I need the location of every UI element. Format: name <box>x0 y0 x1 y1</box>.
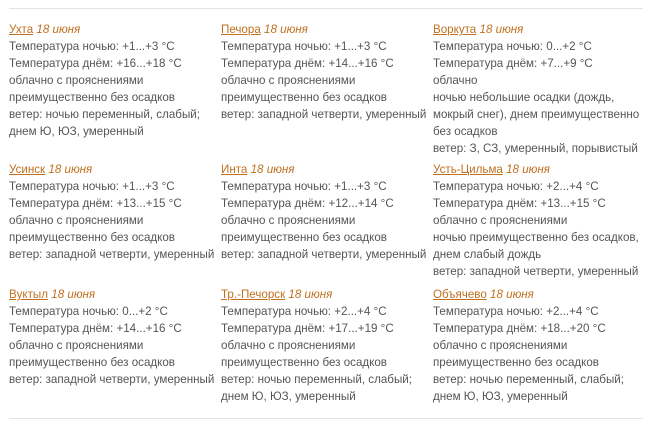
bottom-divider <box>9 418 643 419</box>
forecast-line: Температура ночью: +1...+3 °C <box>221 180 387 193</box>
forecast-card-0 <box>9 21 214 140</box>
forecast-line: без осадков <box>433 125 498 138</box>
forecast-line: Температура ночью: +1...+3 °C <box>221 40 387 53</box>
forecast-line: преимущественно без осадков <box>9 356 175 369</box>
forecast-line: облачно с прояснениями <box>9 339 144 352</box>
forecast-line: преимущественно без осадков <box>221 231 387 244</box>
city-link[interactable]: Воркута <box>433 23 477 36</box>
forecast-line: Температура ночью: +1...+3 °C <box>9 180 175 193</box>
forecast-line: днем Ю, ЮЗ, умеренный <box>433 390 568 403</box>
forecast-line: днем слабый дождь <box>433 248 542 261</box>
forecast-line: преимущественно без осадков <box>433 356 599 369</box>
forecast-line: ветер: ночью переменный, слабый; <box>221 373 412 386</box>
forecast-line: преимущественно без осадков <box>9 91 175 104</box>
forecast-line: облачно с прояснениями <box>221 74 356 87</box>
forecast-date: 18 июня <box>36 23 81 36</box>
forecast-line: мокрый снег), днем преимущественно <box>433 108 640 121</box>
city-link[interactable]: Ухта <box>9 23 34 36</box>
forecast-line: Температура днём: +13...+15 °C <box>9 197 182 210</box>
city-link[interactable]: Объячево <box>433 288 487 301</box>
forecast-line: ветер: западной четверти, умеренный <box>9 373 215 386</box>
forecast-line: облачно с прояснениями <box>433 214 568 227</box>
forecast-line: ветер: ночью переменный, слабый; <box>433 373 624 386</box>
forecast-line: ветер: западной четверти, умеренный <box>221 108 427 121</box>
forecast-card-6 <box>9 286 214 388</box>
city-link[interactable]: Печора <box>221 23 261 36</box>
forecast-date: 18 июня <box>479 23 524 36</box>
city-link[interactable]: Усинск <box>9 163 46 176</box>
forecast-line: Температура днём: +16...+18 °C <box>9 57 182 70</box>
forecast-card-1 <box>221 21 426 123</box>
forecast-line: облачно с прояснениями <box>221 214 356 227</box>
forecast-card-8 <box>433 286 638 405</box>
forecast-line: облачно с прояснениями <box>9 214 144 227</box>
forecast-line: облачно с прояснениями <box>221 339 356 352</box>
forecast-line: Температура днём: +12...+14 °C <box>221 197 394 210</box>
forecast-line: Температура днём: +18...+20 °C <box>433 322 606 335</box>
forecast-date: 18 июня <box>264 23 308 36</box>
forecast-date: 18 июня <box>250 163 295 176</box>
forecast-line: облачно с прояснениями <box>433 339 568 352</box>
city-link[interactable]: Инта <box>221 163 248 176</box>
forecast-line: преимущественно без осадков <box>221 91 387 104</box>
forecast-line: Температура днём: +13...+15 °C <box>433 197 606 210</box>
forecast-line: ветер: западной четверти, умеренный <box>9 248 215 261</box>
forecast-date: 18 июня <box>506 163 550 176</box>
forecast-line: ветер: западной четверти, умеренный <box>433 265 639 278</box>
city-link[interactable]: Тр.-Печорск <box>221 288 286 301</box>
forecast-line: Температура ночью: +1...+3 °C <box>9 40 175 53</box>
forecast-line: Температура днём: +7...+9 °C <box>433 57 593 70</box>
forecast-line: ночью небольшие осадки (дождь, <box>433 91 615 104</box>
forecast-card-4 <box>221 161 426 263</box>
forecast-line: Температура днём: +14...+16 °C <box>9 322 182 335</box>
forecast-card-5 <box>433 161 638 280</box>
city-link[interactable]: Вуктыл <box>9 288 49 301</box>
forecast-line: Температура ночью: 0...+2 °C <box>433 40 592 53</box>
forecast-line: Температура ночью: +2...+4 °C <box>433 305 599 318</box>
forecast-line: Температура ночью: +2...+4 °C <box>221 305 387 318</box>
forecast-line: ветер: западной четверти, умеренный <box>221 248 427 261</box>
city-link[interactable]: Усть-Цильма <box>433 163 503 176</box>
forecast-line: днем Ю, ЮЗ, умеренный <box>221 390 356 403</box>
forecast-line: преимущественно без осадков <box>221 356 387 369</box>
forecast-line: ветер: З, СЗ, умеренный, порывистый <box>433 142 638 155</box>
forecast-card-2 <box>433 21 638 157</box>
forecast-date: 18 июня <box>490 288 534 301</box>
forecast-date: 18 июня <box>288 288 333 301</box>
forecast-date: 18 июня <box>48 163 93 176</box>
forecast-line: преимущественно без осадков <box>9 231 175 244</box>
forecast-card-7 <box>221 286 426 405</box>
forecast-line: ветер: ночью переменный, слабый; <box>9 108 200 121</box>
forecast-line: днем Ю, ЮЗ, умеренный <box>9 125 144 138</box>
forecast-card-3 <box>9 161 214 263</box>
forecast-line: ночью преимущественно без осадков, <box>433 231 639 244</box>
forecast-line: Температура днём: +14...+16 °C <box>221 57 394 70</box>
forecast-line: Температура днём: +17...+19 °C <box>221 322 394 335</box>
top-divider <box>9 8 643 9</box>
forecast-line: Температура ночью: 0...+2 °C <box>9 305 168 318</box>
forecast-line: Температура ночью: +2...+4 °C <box>433 180 599 193</box>
forecast-date: 18 июня <box>51 288 96 301</box>
forecast-line: облачно с прояснениями <box>9 74 144 87</box>
forecast-line: облачно <box>433 74 478 87</box>
